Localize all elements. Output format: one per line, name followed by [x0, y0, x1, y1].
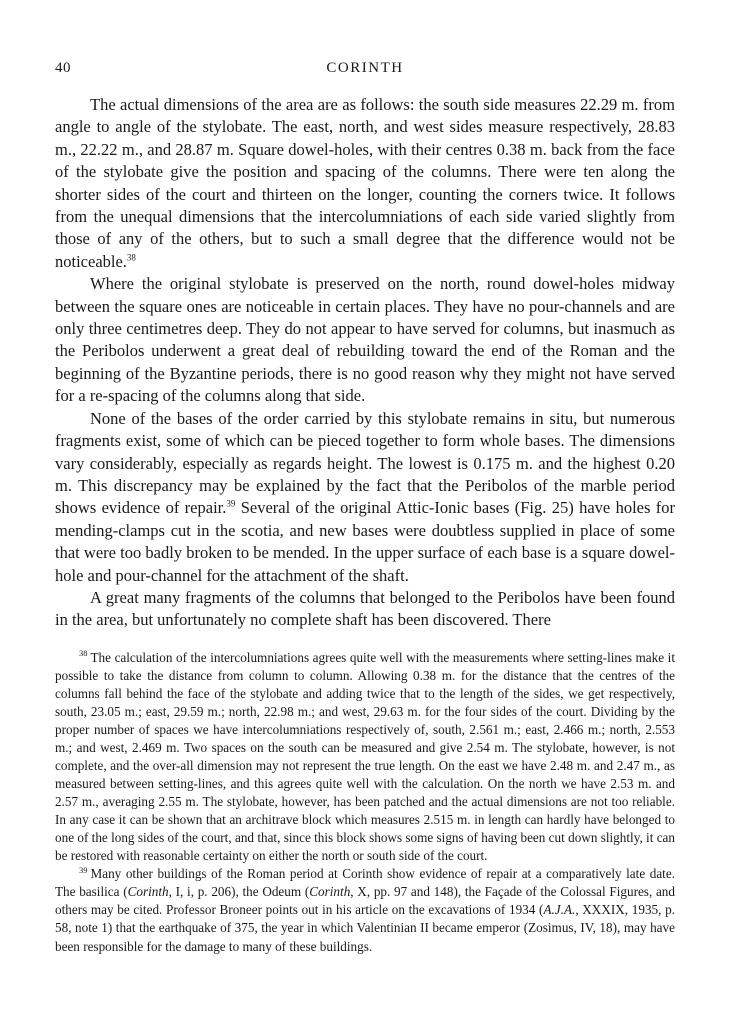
document-page [55, 60, 675, 956]
paragraph [55, 273, 675, 407]
running-head [55, 60, 675, 84]
footnote-text: Many other buildings of the Roman period at Corinth show evidence of repair at a comparatively late date. The basilica ( [55, 866, 675, 900]
footnote-text: The calculation of the intercolumniations agrees quite well with the measurements where setting-lines make it possible to take the distance from column to column. Allowing 0.38 m. for the distance that the centres of the columns fall behind the face of the stylobate and adding twice that to the length of the sides, we get respectively, south, 23.05 m.; east, 29.59 m.; north, 22.98 m.; and west, 29.63 m. for the four sides of the court. Dividing by the proper number of spaces we have intercolumniations respectively of, south, 2.561 m.; east, 2.466 m.; north, 2.553 m.; and west, 2.469 m. Two spaces on the south can be measured and give 2.54 m. The stylobate, however, is not complete, and the over-all dimension may not represent the true length. On the east we have 2.48 m. and 2.47 m., as measured between setting-lines, and this agrees quite well with the calculation. On the north we have 2.53 m. and 2.57 m., averaging 2.55 m. The stylobate, however, has been patched and the actual dimensions are not too reliable. In any case it can be shown that an architrave block which measures 2.515 m. in length can hardly have belonged to one of the long sides of the court, and that, since this block shows some signs of having been cut down slightly, it can be restored with reasonable certainty on either the north or south side of the court. [55, 649, 675, 864]
footnote-reference[interactable]: 38 [126, 252, 136, 263]
footnote-text: , X, pp. 97 and 148), the Façade of the Colossal Figures, and others may be cited. Professor Broneer points out in his article on the excavations of 1934 ( [55, 884, 675, 918]
running-title: CORINTH [326, 60, 404, 76]
paragraph-text: Where the original stylobate is preserved on the north, round dowel-holes midway between the square ones are noticeable in certain places. They have no pour-channels and are only three centimetres deep. They do not appear to have served for columns, but inasmuch as the Peribolos underwent a great deal of rebuilding toward the end of the Roman and the beginning of the Byzantine periods, there is no good reason why they might not have served for a re-spacing of the columns along that side. [55, 274, 675, 406]
footnote-italic-title: Corinth [309, 884, 351, 900]
paragraph [55, 408, 675, 587]
paragraph-text: A great many fragments of the columns that belonged to the Peribolos have been found in the area, but unfortunately no complete shaft has been discovered. There [55, 587, 675, 630]
paragraph [55, 587, 675, 632]
paragraph-text: The actual dimensions of the area are as follows: the south side measures 22.29 m. from angle to angle of the stylobate. The east, north, and west sides measure respectively, 28.83 m., 22.22 m., and 28.87 m. Square dowel-holes, with their centres 0.38 m. back from the face of the stylobate give the position and spacing of the columns. There were ten along the shorter sides of the court and thirteen on the longer, counting the corners twice. It follows from the unequal dimensions that the intercolumniations of each side varied slightly from those of any of the others, but to such a small degree that the difference would not be noticeable. [55, 95, 675, 271]
footnote-marker: 39 [79, 864, 88, 875]
footnote-marker: 38 [79, 648, 88, 659]
footnote-text: , I, i, p. 206), the Odeum ( [168, 884, 310, 900]
page-number: 40 [55, 60, 71, 76]
body-text [55, 94, 675, 632]
footnote [55, 649, 675, 866]
footnotes [55, 649, 675, 956]
footnote-italic-title: Corinth [127, 884, 169, 900]
paragraph-text: None of the bases of the order carried by this stylobate remains in situ, but numerous fragments exist, some of which can be pieced together to form whole bases. The dimensions vary considerably, especially as regards height. The lowest is 0.175 m. and the highest 0.20 m. This discrepancy may be explained by the fact that the Peribolos of the marble period shows evidence of repair. [55, 408, 675, 518]
footnote [55, 865, 675, 955]
paragraph [55, 94, 675, 273]
footnote-reference[interactable]: 39 [226, 498, 236, 509]
footnote-text: , XXXIX, 1935, p. 58, note 1) that the earthquake of 375, the year in which Valentinian II became emperor (Zosimus, IV, 18), may have been responsible for the damage to many of these buildings. [55, 902, 675, 954]
footnote-italic-title: A.J.A. [543, 902, 576, 918]
paragraph-text-continued: Several of the original Attic-Ionic bases (Fig. 25) have holes for mending-clamps cut in the scotia, and new bases were doubtless supplied in place of some that were too badly broken to be mended. In the upper surface of each base is a square dowel-hole and pour-channel for the attachment of the shaft. [55, 498, 675, 585]
